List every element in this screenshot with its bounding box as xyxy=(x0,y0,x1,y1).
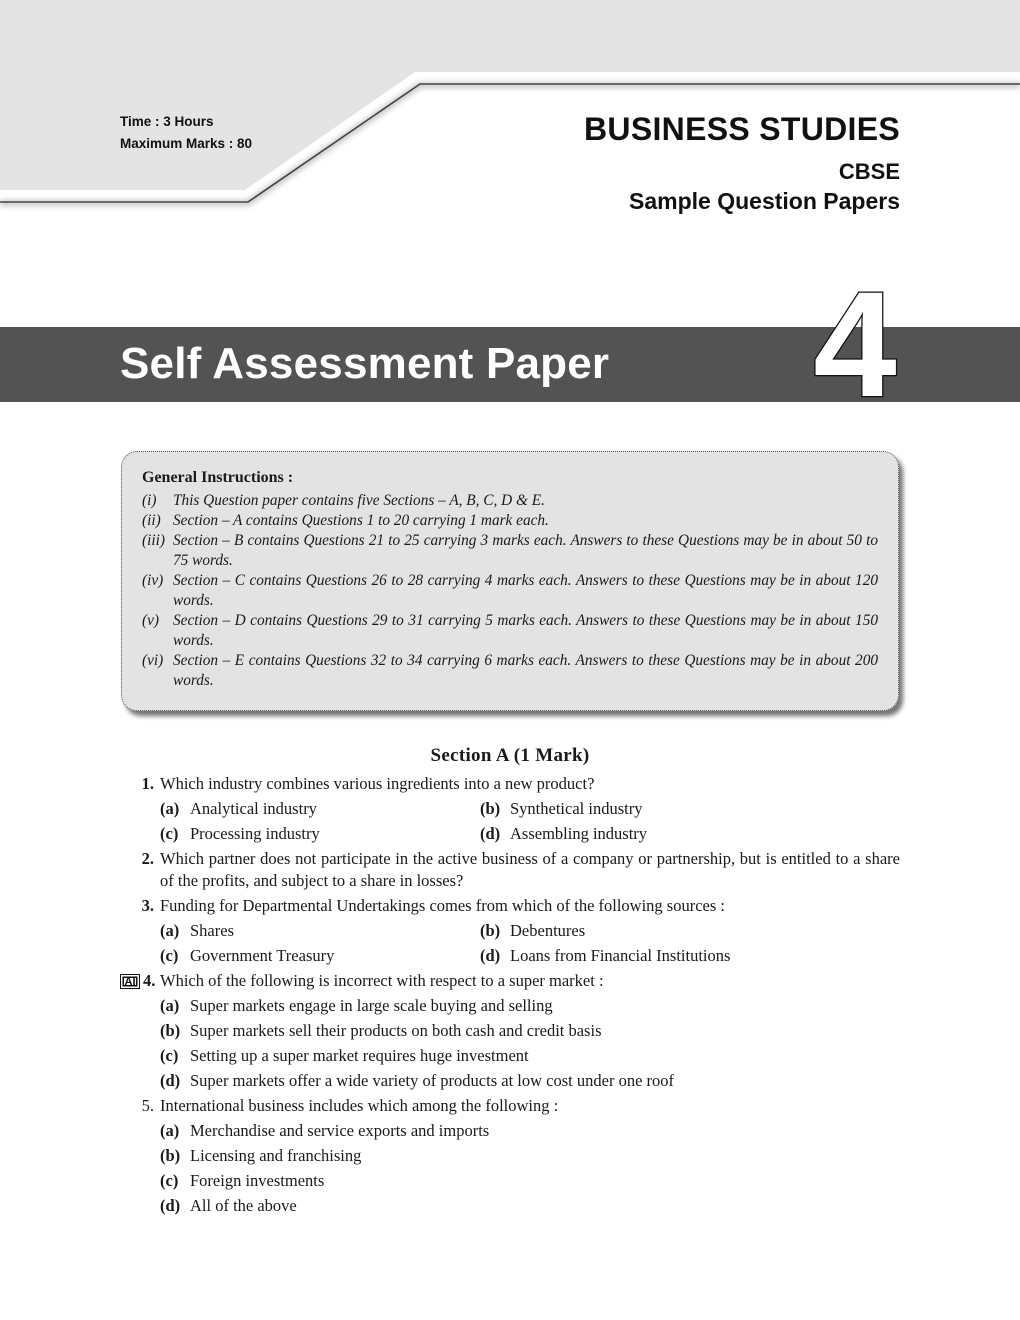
instruction-number: (v) xyxy=(142,612,159,629)
instruction-item xyxy=(142,511,878,531)
option-text: Debentures xyxy=(510,921,586,940)
instruction-text: Section – D contains Questions 29 to 31 carrying 5 marks each. Answers to these Questions may be in about 150 words. xyxy=(173,612,878,649)
question-number: 2. xyxy=(141,849,154,868)
instruction-text: Section – E contains Questions 32 to 34 carrying 6 marks each. Answers to these Questions may be in about 200 words. xyxy=(173,652,878,689)
option-text: Super markets engage in large scale buying and selling xyxy=(190,996,553,1015)
option-text: Merchandise and service exports and imports xyxy=(190,1121,490,1140)
option-d xyxy=(480,823,647,845)
option-a xyxy=(160,798,480,820)
question-number: 3. xyxy=(141,896,154,915)
ai-badge-icon: AI xyxy=(120,974,140,989)
board-label: CBSE xyxy=(838,159,900,184)
instruction-item xyxy=(142,571,878,611)
question-number-wrap xyxy=(120,970,160,992)
instruction-text: This Question paper contains five Sections – A, B, C, D & E. xyxy=(173,492,545,509)
option-text: Assembling industry xyxy=(510,824,648,843)
section-a-title: Section A (1 Mark) xyxy=(430,745,590,766)
option-label: (c) xyxy=(160,1046,179,1065)
option-d xyxy=(480,945,730,967)
exam-meta xyxy=(120,111,252,155)
question-1 xyxy=(120,773,900,795)
question-text: Which industry combines various ingredients into a new product? xyxy=(160,774,595,793)
instructions-list xyxy=(142,491,878,691)
option-label: (b) xyxy=(480,799,501,818)
option-text: All of the above xyxy=(190,1196,297,1215)
option-text: Super markets offer a wide variety of products at low cost under one roof xyxy=(190,1071,675,1090)
question-text: Which partner does not participate in the active business of a company or partnership, but is entitled to a share of the profits, and subject to a share in losses? xyxy=(160,849,900,890)
instruction-number: (iv) xyxy=(142,572,164,589)
instructions-heading: General Instructions : xyxy=(142,469,294,486)
instruction-item xyxy=(142,491,878,511)
instruction-text: Section – C contains Questions 26 to 28 carrying 4 marks each. Answers to these Questions may be in about 120 words. xyxy=(173,572,878,609)
option-label: (c) xyxy=(160,824,179,843)
series-label: Sample Question Papers xyxy=(629,188,900,214)
question-4-options xyxy=(160,995,900,1092)
option-label: (c) xyxy=(160,1171,179,1190)
option-label: (b) xyxy=(480,921,501,940)
instruction-item xyxy=(142,651,878,691)
option-text: Analytical industry xyxy=(190,799,317,818)
option-text: Shares xyxy=(190,921,234,940)
option-c xyxy=(160,1045,529,1067)
option-label: (a) xyxy=(160,921,180,940)
option-text: Synthetical industry xyxy=(510,799,643,818)
exam-time: Time : 3 Hours xyxy=(120,114,214,129)
question-text: Funding for Departmental Undertakings comes from which of the following sources : xyxy=(160,896,725,915)
option-b xyxy=(160,1020,602,1042)
question-2 xyxy=(120,848,900,892)
question-text: Which of the following is incorrect with respect to a super market : xyxy=(160,971,604,990)
option-text: Processing industry xyxy=(190,824,320,843)
question-number: 5. xyxy=(141,1096,154,1115)
option-b xyxy=(160,1145,361,1167)
instruction-item xyxy=(142,611,878,651)
instruction-text: Section – B contains Questions 21 to 25 carrying 3 marks each. Answers to these Questions may be in about 50 to 75 words. xyxy=(173,532,878,569)
instruction-number: (i) xyxy=(142,492,157,509)
option-label: (c) xyxy=(160,946,179,965)
option-label: (b) xyxy=(160,1146,181,1165)
exam-max-marks: Maximum Marks : 80 xyxy=(120,136,253,151)
option-label: (d) xyxy=(160,1196,181,1215)
instruction-number: (vi) xyxy=(142,652,164,669)
option-d xyxy=(160,1070,674,1092)
option-label: (d) xyxy=(480,824,501,843)
option-text: Loans from Financial Institutions xyxy=(510,946,731,965)
question-4 xyxy=(120,970,900,992)
paper-number-graphic xyxy=(790,268,920,408)
option-label: (a) xyxy=(160,799,180,818)
paper-title: Self Assessment Paper xyxy=(120,339,610,388)
subject-title: BUSINESS STUDIES xyxy=(584,111,900,147)
option-label: (a) xyxy=(160,996,180,1015)
option-label: (d) xyxy=(480,946,501,965)
option-b xyxy=(480,798,642,820)
option-text: Licensing and franchising xyxy=(190,1146,362,1165)
option-a xyxy=(160,920,480,942)
question-text: International business includes which among the following : xyxy=(160,1096,559,1115)
paper-number: 4 xyxy=(813,268,897,408)
instruction-text: Section – A contains Questions 1 to 20 carrying 1 mark each. xyxy=(173,512,549,529)
question-3-options xyxy=(160,920,900,967)
question-1-options xyxy=(160,798,900,845)
option-a xyxy=(160,995,553,1017)
option-text: Foreign investments xyxy=(190,1171,325,1190)
question-3 xyxy=(120,895,900,917)
option-text: Super markets sell their products on both cash and credit basis xyxy=(190,1021,602,1040)
option-c xyxy=(160,823,480,845)
option-label: (b) xyxy=(160,1021,181,1040)
question-number: 1. xyxy=(141,774,154,793)
option-a xyxy=(160,1120,489,1142)
option-text: Government Treasury xyxy=(190,946,335,965)
question-5-options xyxy=(160,1120,900,1217)
option-label: (a) xyxy=(160,1121,180,1140)
instruction-number: (iii) xyxy=(142,532,165,549)
option-b xyxy=(480,920,585,942)
option-c xyxy=(160,1170,324,1192)
instruction-item xyxy=(142,531,878,571)
question-5 xyxy=(120,1095,900,1117)
book-titles xyxy=(584,108,900,216)
option-c xyxy=(160,945,480,967)
option-label: (d) xyxy=(160,1071,181,1090)
question-number: 4. xyxy=(143,971,156,990)
option-text: Setting up a super market requires huge investment xyxy=(190,1046,529,1065)
option-d xyxy=(160,1195,297,1217)
instruction-number: (ii) xyxy=(142,512,161,529)
question-list xyxy=(120,773,900,1220)
